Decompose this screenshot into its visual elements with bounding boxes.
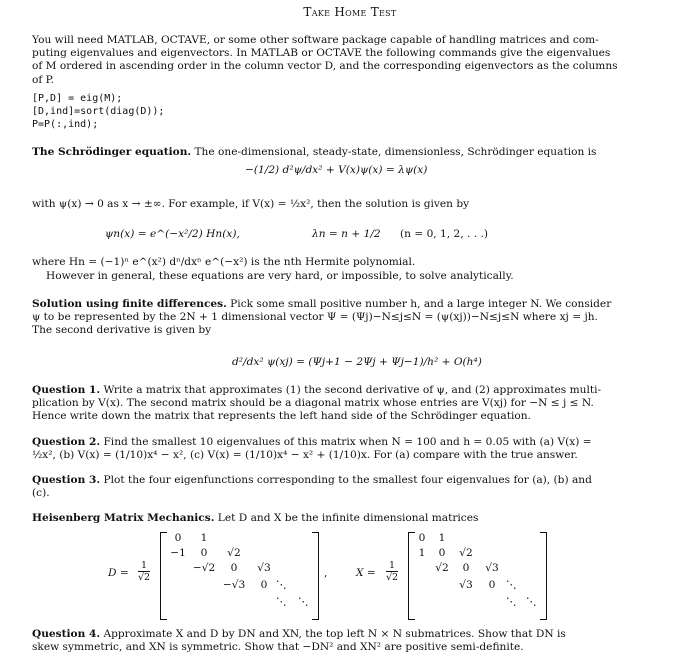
matrix-cell: 0 <box>230 562 238 574</box>
schrodinger-equation: −(1/2) d²ψ/dx² + V(x)ψ(x) = λψ(x) <box>245 164 428 176</box>
question-3 <box>32 474 670 500</box>
code-line: [D,ind]=sort(diag(D)); <box>32 106 165 117</box>
second-derivative-equation: d²/dx² ψ(xj) = (Ψj+1 − 2Ψj + Ψj−1)/h² + O(h⁴) <box>232 356 482 368</box>
matrix-cell: 0 <box>200 547 208 559</box>
question-2 <box>32 436 670 462</box>
solution-psi: ψn(x) = e^(−x²/2) Hn(x), <box>105 228 240 240</box>
question-text: Write a matrix that approximates (1) the second derivative of ψ, and (2) approximates multi- <box>103 384 602 396</box>
matrix-cell: 0 <box>438 547 446 559</box>
matrix-cell: √3 <box>257 562 271 574</box>
matrix-cell: 0 <box>488 579 496 591</box>
question-text: Plot the four eigenfunctions corresponding to the smallest four eigenvalues for (a), (b) and <box>103 474 592 486</box>
code-line: [P,D] = eig(M); <box>32 93 123 104</box>
matrix-cell: √2 <box>435 562 449 574</box>
hermite-text: where Hn = (−1)ⁿ e^(x²) dⁿ/dxⁿ e^(−x²) is the nth Hermite polynomial. <box>32 256 416 268</box>
question-text: skew symmetric, and XN is symmetric. Show that −DN² and XN² are positive semi-definite. <box>32 641 524 654</box>
intro-paragraph <box>32 34 670 87</box>
intro-line: of M ordered in ascending order in the column vector D, and the corresponding eigenvectors as the columns <box>32 60 618 73</box>
intro-line: You will need MATLAB, OCTAVE, or some other software package capable of handling matrices and com- <box>32 34 599 46</box>
question-text: ½x², (b) V(x) = (1/10)x⁴ − x², (c) V(x) = (1/10)x⁴ − x² + (1/10)x. For (a) compare with the true answer. <box>32 449 578 462</box>
section-heading: Solution using finite differences. <box>32 298 227 310</box>
matrix-cell: √3 <box>459 579 473 591</box>
matrix-cell: 0 <box>260 579 268 591</box>
matrix-d-label: D = <box>108 567 129 579</box>
question-1 <box>32 384 670 424</box>
section-heading: Heisenberg Matrix Mechanics. <box>32 512 215 524</box>
matrix-cell: 1 <box>418 547 426 559</box>
question-text: Find the smallest 10 eigenvalues of this matrix when N = 100 and h = 0.05 with (a) V(x) = <box>103 436 592 448</box>
question-4 <box>32 628 670 654</box>
diagonal-dots: ⋱ <box>526 596 537 608</box>
matrix-cell: 1 <box>438 532 446 544</box>
solution-range: (n = 0, 1, 2, . . .) <box>400 228 488 240</box>
diagonal-dots: ⋱ <box>298 596 309 608</box>
question-label: Question 3. <box>32 474 101 486</box>
diagonal-dots: ⋱ <box>276 596 287 608</box>
section-heading: The Schrödinger equation. <box>32 146 192 158</box>
however-text: However in general, these equations are very hard, or impossible, to solve analytically. <box>46 270 514 282</box>
question-label: Question 2. <box>32 436 101 448</box>
question-label: Question 1. <box>32 384 101 396</box>
matrix-cell: −1 <box>170 547 186 559</box>
question-label: Question 4. <box>32 628 101 640</box>
matrix-x-prefactor: $\frac{1}{√2}$ <box>386 560 399 583</box>
schrodinger-intro <box>32 146 670 159</box>
section-text: Pick some small positive number h, and a large integer N. We consider <box>230 298 612 310</box>
section-text: The one-dimensional, steady-state, dimensionless, Schrödinger equation is <box>194 146 597 158</box>
condition-text: with ψ(x) → 0 as x → ±∞. For example, if V(x) = ½x², then the solution is given by <box>32 198 470 210</box>
solution-lambda: λn = n + 1/2 <box>312 228 381 240</box>
matrix-cell: 1 <box>200 532 208 544</box>
matrix-cell: √2 <box>227 547 241 559</box>
section-text: Let D and X be the infinite dimensional matrices <box>217 512 479 524</box>
diagonal-dots: ⋱ <box>506 579 517 591</box>
right-bracket <box>540 532 547 620</box>
right-bracket <box>312 532 319 620</box>
matrix-cell: 0 <box>174 532 182 544</box>
matrix-d <box>108 530 338 620</box>
matrix-cell: −√3 <box>222 579 246 591</box>
finite-diff-paragraph <box>32 298 670 338</box>
question-text: plication by V(x). The second matrix should be a diagonal matrix whose entries are V(xj) for −N ≤ j ≤ N. <box>32 397 594 410</box>
question-text: (c). <box>32 487 50 500</box>
code-block <box>32 92 164 131</box>
diagonal-dots: ⋱ <box>276 579 287 591</box>
matrix-cell: 0 <box>462 562 470 574</box>
page-title: Take Home Test <box>303 5 397 19</box>
matrix-cell: √2 <box>459 547 473 559</box>
intro-line: puting eigenvalues and eigenvectors. In MATLAB or OCTAVE the following commands give the eigenvalues <box>32 47 611 60</box>
diagonal-dots: ⋱ <box>506 596 517 608</box>
matrix-cell: 0 <box>418 532 426 544</box>
code-line: P=P(:,ind); <box>32 119 99 130</box>
matrix-x <box>356 530 556 620</box>
matrix-x-label: X = <box>356 567 376 579</box>
matrix-separator: , <box>324 567 328 579</box>
matrix-cell: −√2 <box>192 562 216 574</box>
intro-line: of P. <box>32 73 55 86</box>
section-text: The second derivative is given by <box>32 324 212 337</box>
question-text: Approximate X and D by DN and XN, the top left N × N submatrices. Show that DN is <box>103 628 566 640</box>
matrix-d-prefactor: $\frac{1}{√2}$ <box>138 560 151 583</box>
heisenberg-intro <box>32 512 670 525</box>
question-text: Hence write down the matrix that represents the left hand side of the Schrödinger equation. <box>32 410 531 423</box>
section-text: ψ to be represented by the 2N + 1 dimensional vector Ψ = (Ψj)−N≤j≤N = (ψ(xj))−N≤j≤N where xj = jh. <box>32 311 598 324</box>
matrix-cell: √3 <box>485 562 499 574</box>
